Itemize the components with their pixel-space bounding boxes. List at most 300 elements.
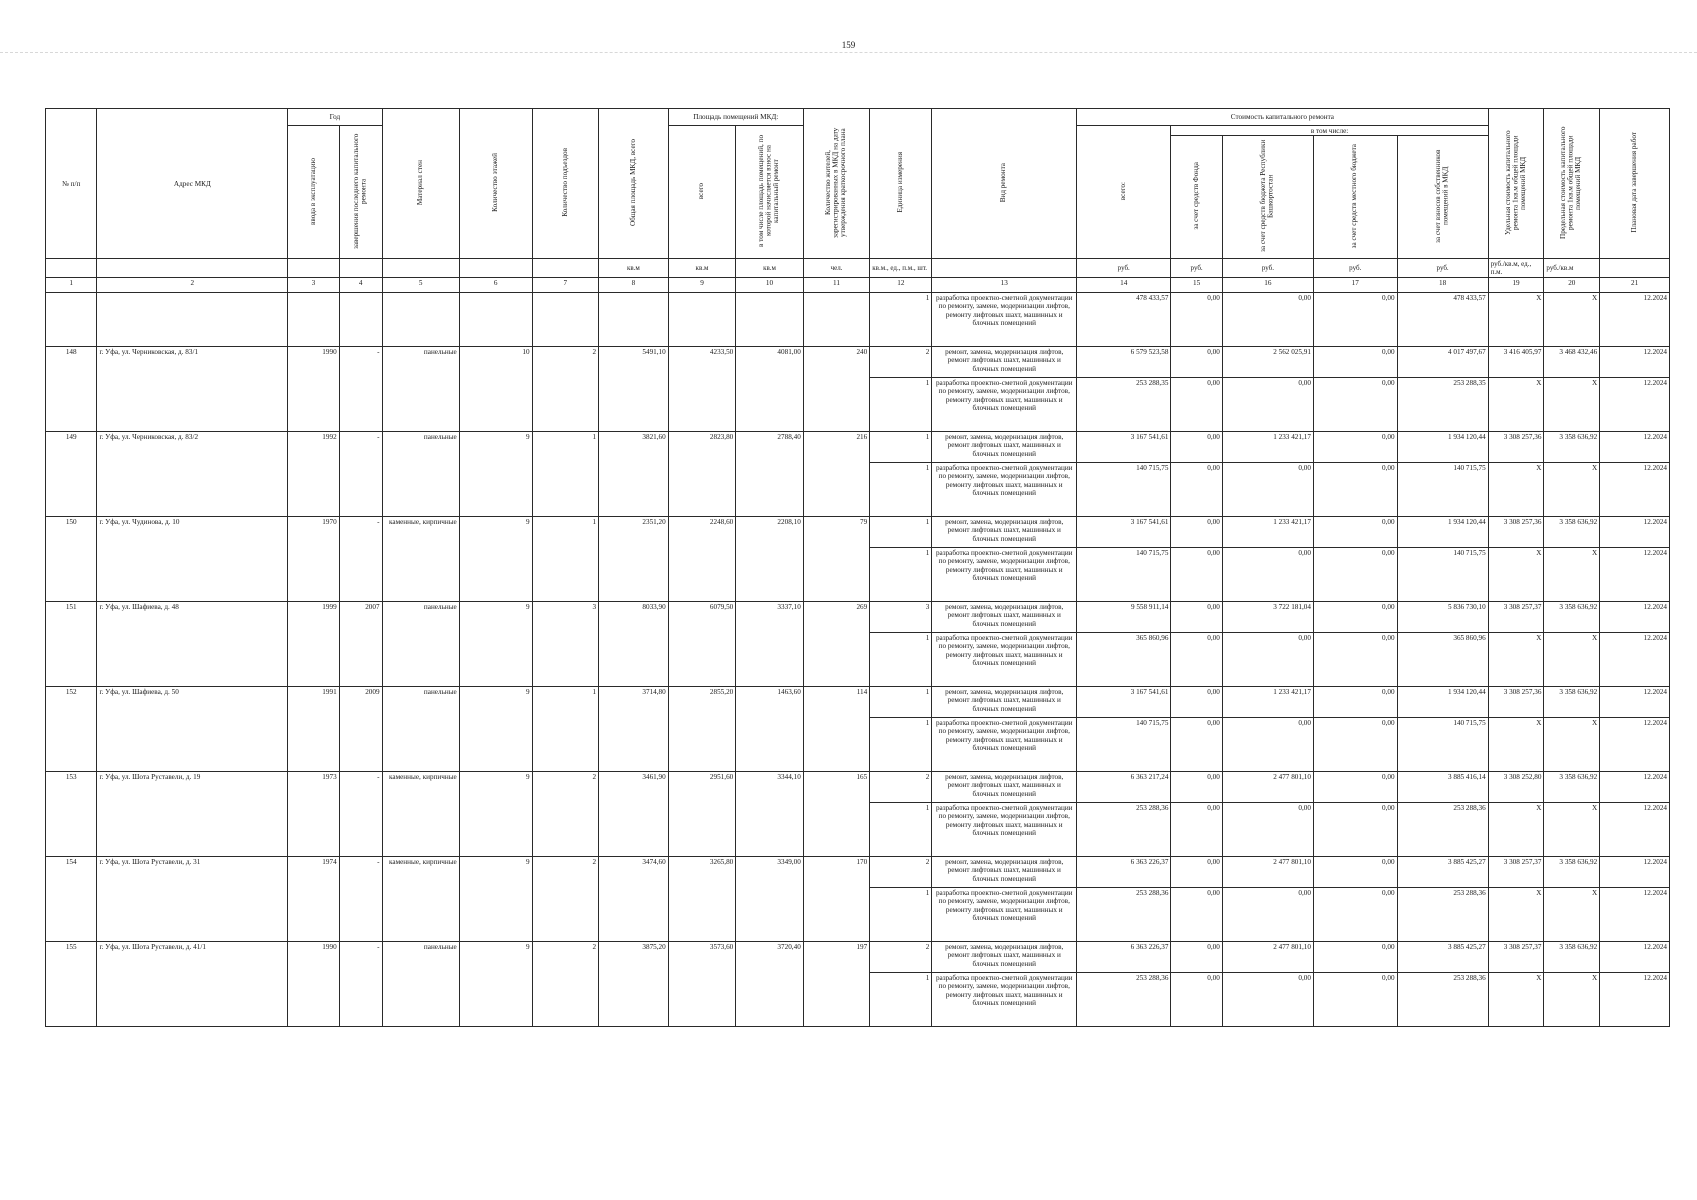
row-planned-date: 12.2024: [1600, 857, 1670, 888]
unit-area-premises: кв.м: [668, 259, 736, 278]
row-work-type: ремонт, замена, модернизация лифтов, ремонт лифтовых шахт, машинных и блочных помещений: [932, 857, 1077, 888]
row-planned-date: 12.2024: [1600, 803, 1670, 857]
row-limit-cost: X: [1544, 973, 1600, 1027]
row-cost-republic: 1 233 421,17: [1222, 687, 1313, 718]
row-cost-local: 0,00: [1313, 548, 1397, 602]
empty-cell: [803, 293, 869, 347]
unit-rub-owners: руб.: [1397, 259, 1488, 278]
header-total-area: Общая площадь МКД, всего: [599, 109, 669, 259]
row-unit-cost: 3 308 257,36: [1488, 687, 1544, 718]
row-cost-total: 9 558 911,14: [1077, 602, 1171, 633]
empty-cell: [668, 293, 736, 347]
row-unit-count: 1: [870, 888, 932, 942]
row-cost-fund: 0,00: [1171, 687, 1222, 718]
row-fund-area: 4081,00: [736, 347, 804, 432]
row-unit-cost: X: [1488, 803, 1544, 857]
row-cost-total: 3 167 541,61: [1077, 432, 1171, 463]
row-unit-count: 2: [870, 857, 932, 888]
row-planned-date: 12.2024: [1600, 517, 1670, 548]
row-year-commission: 1999: [288, 602, 339, 687]
row-address: г. Уфа, ул. Шота Руставели, д. 41/1: [97, 942, 288, 1027]
row-cost-local: 0,00: [1313, 973, 1397, 1027]
table-row: [46, 602, 1670, 633]
row-cost-fund: 0,00: [1171, 857, 1222, 888]
table-body: [46, 293, 1670, 1027]
row-unit-count: 1: [870, 293, 932, 347]
row-cost-local: 0,00: [1313, 432, 1397, 463]
column-number: 6: [459, 278, 532, 293]
row-work-type: разработка проектно-сметной документации по ремонту, замене, модернизации лифтов, ремонту лифтовых шахт, машинных и блочных помещений: [932, 293, 1077, 347]
row-planned-date: 12.2024: [1600, 633, 1670, 687]
row-cost-fund: 0,00: [1171, 718, 1222, 772]
row-work-type: разработка проектно-сметной документации по ремонту, замене, модернизации лифтов, ремонту лифтовых шахт, машинных и блочных помещений: [932, 463, 1077, 517]
row-premises-area: 3265,80: [668, 857, 736, 942]
column-number: 4: [339, 278, 382, 293]
row-limit-cost: 3 358 636,92: [1544, 772, 1600, 803]
repair-plan-table: [45, 108, 1670, 1027]
row-residents: 79: [803, 517, 869, 602]
row-work-type: разработка проектно-сметной документации по ремонту, замене, модернизации лифтов, ремонту лифтовых шахт, машинных и блочных помещений: [932, 548, 1077, 602]
column-number: 12: [870, 278, 932, 293]
empty-cell: [339, 293, 382, 347]
row-year-commission: 1970: [288, 517, 339, 602]
header-limit-cost: Предельная стоимость капитального ремонта 1кв.м общей площади помещений МКД: [1544, 109, 1600, 259]
row-cost-local: 0,00: [1313, 633, 1397, 687]
column-number: 17: [1313, 278, 1397, 293]
row-residents: 170: [803, 857, 869, 942]
units-row: [46, 259, 1670, 278]
row-cost-fund: 0,00: [1171, 973, 1222, 1027]
header-num: № п/п: [46, 109, 97, 259]
row-year-last-repair: -: [339, 942, 382, 1027]
row-unit-cost: X: [1488, 378, 1544, 432]
row-year-commission: 1990: [288, 347, 339, 432]
row-total-area: 3461,90: [599, 772, 669, 857]
unit-rub-republic: руб.: [1222, 259, 1313, 278]
row-cost-total: 253 288,36: [1077, 973, 1171, 1027]
row-fund-area: 2208,10: [736, 517, 804, 602]
row-cost-fund: 0,00: [1171, 633, 1222, 687]
unit-rub-total: руб.: [1077, 259, 1171, 278]
row-fund-area: 1463,60: [736, 687, 804, 772]
row-planned-date: 12.2024: [1600, 548, 1670, 602]
header-floors: Количество этажей: [459, 109, 532, 259]
row-premises-area: 2951,60: [668, 772, 736, 857]
row-year-last-repair: -: [339, 857, 382, 942]
row-cost-owners: 253 288,36: [1397, 803, 1488, 857]
row-address: г. Уфа, ул. Чудинова, д. 10: [97, 517, 288, 602]
scan-line: [0, 52, 1697, 53]
row-total-area: 8033,90: [599, 602, 669, 687]
column-number: 20: [1544, 278, 1600, 293]
row-work-type: ремонт, замена, модернизация лифтов, ремонт лифтовых шахт, машинных и блочных помещений: [932, 602, 1077, 633]
row-address: г. Уфа, ул. Черниковская, д. 83/2: [97, 432, 288, 517]
row-floors: 9: [459, 602, 532, 687]
unit-people: чел.: [803, 259, 869, 278]
row-entrances: 1: [532, 687, 598, 772]
unit-rub-local: руб.: [1313, 259, 1397, 278]
row-year-commission: 1974: [288, 857, 339, 942]
row-residents: 269: [803, 602, 869, 687]
row-planned-date: 12.2024: [1600, 772, 1670, 803]
column-number: 15: [1171, 278, 1222, 293]
row-cost-republic: 0,00: [1222, 803, 1313, 857]
row-unit-cost: 3 308 257,37: [1488, 857, 1544, 888]
row-unit-cost: 3 416 405,97: [1488, 347, 1544, 378]
row-cost-total: 6 363 226,37: [1077, 857, 1171, 888]
row-cost-fund: 0,00: [1171, 293, 1222, 347]
row-cost-republic: 1 233 421,17: [1222, 432, 1313, 463]
table-row: [46, 942, 1670, 973]
row-cost-republic: 0,00: [1222, 973, 1313, 1027]
row-planned-date: 12.2024: [1600, 942, 1670, 973]
header-cost-local: за счет средств местного бюджета: [1313, 136, 1397, 259]
row-wall-material: панельные: [382, 432, 459, 517]
row-limit-cost: 3 468 432,46: [1544, 347, 1600, 378]
unit-rub-fund: руб.: [1171, 259, 1222, 278]
row-limit-cost: 3 358 636,92: [1544, 687, 1600, 718]
row-number: 148: [46, 347, 97, 432]
row-year-last-repair: -: [339, 517, 382, 602]
column-number: 21: [1600, 278, 1670, 293]
row-planned-date: 12.2024: [1600, 293, 1670, 347]
row-cost-local: 0,00: [1313, 602, 1397, 633]
column-number: 19: [1488, 278, 1544, 293]
header-year-commission: ввода в эксплуатацию: [288, 126, 339, 259]
row-cost-republic: 2 477 801,10: [1222, 857, 1313, 888]
row-cost-fund: 0,00: [1171, 772, 1222, 803]
header-wall-material: Материал стен: [382, 109, 459, 259]
row-residents: 240: [803, 347, 869, 432]
row-cost-owners: 140 715,75: [1397, 463, 1488, 517]
row-year-commission: 1990: [288, 942, 339, 1027]
header-cost-total: всего:: [1077, 126, 1171, 259]
column-number: 3: [288, 278, 339, 293]
unit-rub-sqm: руб./кв.м: [1544, 259, 1600, 278]
row-cost-total: 253 288,35: [1077, 378, 1171, 432]
row-planned-date: 12.2024: [1600, 973, 1670, 1027]
row-unit-count: 1: [870, 687, 932, 718]
header-cost-including: в том числе:: [1171, 126, 1488, 136]
column-number: 11: [803, 278, 869, 293]
row-work-type: ремонт, замена, модернизация лифтов, ремонт лифтовых шахт, машинных и блочных помещений: [932, 772, 1077, 803]
column-number: 9: [668, 278, 736, 293]
row-number: 152: [46, 687, 97, 772]
row-number: 149: [46, 432, 97, 517]
row-total-area: 3474,60: [599, 857, 669, 942]
empty-cell: [46, 293, 97, 347]
row-fund-area: 3344,10: [736, 772, 804, 857]
row-cost-fund: 0,00: [1171, 803, 1222, 857]
row-entrances: 1: [532, 517, 598, 602]
row-planned-date: 12.2024: [1600, 718, 1670, 772]
column-number: 14: [1077, 278, 1171, 293]
row-year-last-repair: -: [339, 772, 382, 857]
row-premises-area: 2823,80: [668, 432, 736, 517]
row-cost-fund: 0,00: [1171, 378, 1222, 432]
row-cost-fund: 0,00: [1171, 347, 1222, 378]
header-year-last-repair: завершения последнего капитального ремонта: [339, 126, 382, 259]
row-premises-area: 2855,20: [668, 687, 736, 772]
row-entrances: 2: [532, 942, 598, 1027]
row-cost-republic: 1 233 421,17: [1222, 517, 1313, 548]
row-entrances: 3: [532, 602, 598, 687]
header-premises-area: Площадь помещений МКД:: [668, 109, 803, 126]
row-work-type: ремонт, замена, модернизация лифтов, ремонт лифтовых шахт, машинных и блочных помещений: [932, 942, 1077, 973]
row-cost-owners: 253 288,36: [1397, 888, 1488, 942]
row-address: г. Уфа, ул. Шафиева, д. 50: [97, 687, 288, 772]
row-residents: 165: [803, 772, 869, 857]
column-number: 7: [532, 278, 598, 293]
row-limit-cost: X: [1544, 548, 1600, 602]
row-entrances: 1: [532, 432, 598, 517]
table-row: [46, 857, 1670, 888]
row-cost-local: 0,00: [1313, 293, 1397, 347]
row-floors: 9: [459, 942, 532, 1027]
row-cost-total: 253 288,36: [1077, 803, 1171, 857]
empty-cell: [532, 293, 598, 347]
empty-cell: [736, 293, 804, 347]
row-unit-cost: 3 308 257,37: [1488, 942, 1544, 973]
row-cost-owners: 365 860,96: [1397, 633, 1488, 687]
row-premises-area: 2248,60: [668, 517, 736, 602]
header-residents: Количество жителей, зарегистрированных в МКД на дату утверждения краткосрочного плана: [803, 109, 869, 259]
row-unit-count: 1: [870, 378, 932, 432]
unit-measure: кв.м., ед., п.м., шт.: [870, 259, 932, 278]
row-limit-cost: 3 358 636,92: [1544, 517, 1600, 548]
row-number: 153: [46, 772, 97, 857]
column-number: 16: [1222, 278, 1313, 293]
row-unit-cost: 3 308 252,80: [1488, 772, 1544, 803]
row-cost-total: 6 363 226,37: [1077, 942, 1171, 973]
row-limit-cost: X: [1544, 888, 1600, 942]
row-wall-material: каменные, кирпичные: [382, 517, 459, 602]
row-work-type: ремонт, замена, модернизация лифтов, ремонт лифтовых шахт, машинных и блочных помещений: [932, 347, 1077, 378]
row-planned-date: 12.2024: [1600, 432, 1670, 463]
row-limit-cost: 3 358 636,92: [1544, 602, 1600, 633]
unit-rub-per: руб./кв.м, ед., п.м.: [1488, 259, 1544, 278]
row-cost-fund: 0,00: [1171, 942, 1222, 973]
row-cost-republic: 2 477 801,10: [1222, 772, 1313, 803]
row-address: г. Уфа, ул. Шота Руставели, д. 19: [97, 772, 288, 857]
row-entrances: 2: [532, 772, 598, 857]
row-unit-count: 1: [870, 432, 932, 463]
row-total-area: 2351,20: [599, 517, 669, 602]
row-cost-local: 0,00: [1313, 517, 1397, 548]
row-cost-owners: 478 433,57: [1397, 293, 1488, 347]
header-cost-fund: за счет средств Фонда: [1171, 136, 1222, 259]
header-entrances: Количество подъездов: [532, 109, 598, 259]
empty-cell: [382, 293, 459, 347]
empty-cell: [288, 293, 339, 347]
row-wall-material: панельные: [382, 347, 459, 432]
row-work-type: разработка проектно-сметной документации по ремонту, замене, модернизации лифтов, ремонту лифтовых шахт, машинных и блочных помещений: [932, 888, 1077, 942]
row-fund-area: 2788,40: [736, 432, 804, 517]
row-address: г. Уфа, ул. Шафиева, д. 48: [97, 602, 288, 687]
row-unit-count: 1: [870, 973, 932, 1027]
row-cost-owners: 3 885 416,14: [1397, 772, 1488, 803]
row-unit-cost: 3 308 257,36: [1488, 517, 1544, 548]
row-unit-count: 1: [870, 633, 932, 687]
unit-area-total: кв.м: [599, 259, 669, 278]
row-unit-cost: X: [1488, 293, 1544, 347]
row-residents: 216: [803, 432, 869, 517]
row-limit-cost: X: [1544, 463, 1600, 517]
row-limit-cost: X: [1544, 633, 1600, 687]
row-floors: 9: [459, 517, 532, 602]
row-number: 150: [46, 517, 97, 602]
column-number: 5: [382, 278, 459, 293]
row-limit-cost: 3 358 636,92: [1544, 857, 1600, 888]
row-planned-date: 12.2024: [1600, 687, 1670, 718]
row-unit-cost: X: [1488, 973, 1544, 1027]
row-cost-owners: 1 934 120,44: [1397, 517, 1488, 548]
row-premises-area: 6079,50: [668, 602, 736, 687]
row-cost-republic: 0,00: [1222, 463, 1313, 517]
row-unit-count: 2: [870, 347, 932, 378]
row-planned-date: 12.2024: [1600, 463, 1670, 517]
row-entrances: 2: [532, 857, 598, 942]
row-cost-total: 365 860,96: [1077, 633, 1171, 687]
header-unit-measure: Единица измерения: [870, 109, 932, 259]
row-cost-owners: 3 885 425,27: [1397, 857, 1488, 888]
row-unit-count: 2: [870, 942, 932, 973]
row-number: 154: [46, 857, 97, 942]
row-work-type: ремонт, замена, модернизация лифтов, ремонт лифтовых шахт, машинных и блочных помещений: [932, 517, 1077, 548]
row-year-last-repair: 2009: [339, 687, 382, 772]
row-wall-material: панельные: [382, 687, 459, 772]
row-entrances: 2: [532, 347, 598, 432]
header-cost-owners: за счет взносов собственников помещений в МКД: [1397, 136, 1488, 259]
row-planned-date: 12.2024: [1600, 378, 1670, 432]
header-premises-total: всего: [668, 126, 736, 259]
row-work-type: ремонт, замена, модернизация лифтов, ремонт лифтовых шахт, машинных и блочных помещений: [932, 687, 1077, 718]
column-number-row: [46, 278, 1670, 293]
row-cost-local: 0,00: [1313, 347, 1397, 378]
row-unit-cost: X: [1488, 548, 1544, 602]
row-year-last-repair: -: [339, 347, 382, 432]
row-unit-cost: 3 308 257,37: [1488, 602, 1544, 633]
row-cost-local: 0,00: [1313, 687, 1397, 718]
header-unit-cost: Удельная стоимость капитального ремонта 1кв.м общей площади помещений МКД: [1488, 109, 1544, 259]
row-cost-republic: 3 722 181,04: [1222, 602, 1313, 633]
row-unit-cost: X: [1488, 633, 1544, 687]
row-cost-total: 3 167 541,61: [1077, 687, 1171, 718]
row-work-type: ремонт, замена, модернизация лифтов, ремонт лифтовых шахт, машинных и блочных помещений: [932, 432, 1077, 463]
row-cost-local: 0,00: [1313, 378, 1397, 432]
row-year-commission: 1973: [288, 772, 339, 857]
column-number: 8: [599, 278, 669, 293]
row-cost-owners: 253 288,35: [1397, 378, 1488, 432]
table-subrow: [46, 293, 1670, 347]
row-number: 151: [46, 602, 97, 687]
unit-area-fund: кв.м: [736, 259, 804, 278]
row-year-last-repair: 2007: [339, 602, 382, 687]
row-cost-total: 140 715,75: [1077, 548, 1171, 602]
row-cost-local: 0,00: [1313, 857, 1397, 888]
row-floors: 9: [459, 772, 532, 857]
row-residents: 197: [803, 942, 869, 1027]
row-cost-fund: 0,00: [1171, 548, 1222, 602]
table-row: [46, 432, 1670, 463]
row-total-area: 3875,20: [599, 942, 669, 1027]
row-limit-cost: 3 358 636,92: [1544, 942, 1600, 973]
row-unit-count: 3: [870, 602, 932, 633]
row-fund-area: 3720,40: [736, 942, 804, 1027]
row-premises-area: 3573,60: [668, 942, 736, 1027]
empty-cell: [97, 293, 288, 347]
row-cost-fund: 0,00: [1171, 463, 1222, 517]
row-premises-area: 4233,50: [668, 347, 736, 432]
page-number: 159: [841, 40, 856, 50]
row-unit-cost: X: [1488, 888, 1544, 942]
row-cost-local: 0,00: [1313, 463, 1397, 517]
header-cost-republic: за счет средств бюджета Республики Башкортостан: [1222, 136, 1313, 259]
row-wall-material: панельные: [382, 602, 459, 687]
row-residents: 114: [803, 687, 869, 772]
row-year-commission: 1991: [288, 687, 339, 772]
row-unit-count: 1: [870, 803, 932, 857]
row-work-type: разработка проектно-сметной документации по ремонту, замене, модернизации лифтов, ремонту лифтовых шахт, машинных и блочных помещений: [932, 718, 1077, 772]
row-cost-local: 0,00: [1313, 772, 1397, 803]
empty-cell: [599, 293, 669, 347]
row-cost-republic: 0,00: [1222, 888, 1313, 942]
column-number: 18: [1397, 278, 1488, 293]
row-unit-count: 1: [870, 548, 932, 602]
row-planned-date: 12.2024: [1600, 347, 1670, 378]
row-number: 155: [46, 942, 97, 1027]
row-total-area: 3714,80: [599, 687, 669, 772]
row-fund-area: 3337,10: [736, 602, 804, 687]
row-cost-local: 0,00: [1313, 888, 1397, 942]
table-row: [46, 772, 1670, 803]
row-limit-cost: X: [1544, 378, 1600, 432]
row-cost-total: 140 715,75: [1077, 463, 1171, 517]
row-planned-date: 12.2024: [1600, 888, 1670, 942]
row-limit-cost: X: [1544, 293, 1600, 347]
header-planned-date: Плановая дата завершения работ: [1600, 109, 1670, 259]
header-premises-fund: в том числе площадь помещений, по которой начисляется взнос на капитальный ремонт: [736, 126, 804, 259]
row-wall-material: каменные, кирпичные: [382, 857, 459, 942]
row-floors: 10: [459, 347, 532, 432]
row-fund-area: 3349,00: [736, 857, 804, 942]
row-cost-republic: 0,00: [1222, 633, 1313, 687]
row-cost-total: 140 715,75: [1077, 718, 1171, 772]
row-work-type: разработка проектно-сметной документации по ремонту, замене, модернизации лифтов, ремонту лифтовых шахт, машинных и блочных помещений: [932, 378, 1077, 432]
row-cost-owners: 5 836 730,10: [1397, 602, 1488, 633]
row-wall-material: каменные, кирпичные: [382, 772, 459, 857]
row-year-commission: 1992: [288, 432, 339, 517]
row-cost-owners: 1 934 120,44: [1397, 432, 1488, 463]
row-year-last-repair: -: [339, 432, 382, 517]
row-cost-republic: 0,00: [1222, 293, 1313, 347]
row-wall-material: панельные: [382, 942, 459, 1027]
row-work-type: разработка проектно-сметной документации по ремонту, замене, модернизации лифтов, ремонту лифтовых шахт, машинных и блочных помещений: [932, 973, 1077, 1027]
row-cost-total: 6 579 523,58: [1077, 347, 1171, 378]
row-cost-republic: 2 477 801,10: [1222, 942, 1313, 973]
row-unit-count: 1: [870, 517, 932, 548]
table-row: [46, 347, 1670, 378]
row-cost-fund: 0,00: [1171, 432, 1222, 463]
table-row: [46, 687, 1670, 718]
row-work-type: разработка проектно-сметной документации по ремонту, замене, модернизации лифтов, ремонту лифтовых шахт, машинных и блочных помещений: [932, 803, 1077, 857]
row-cost-owners: 1 934 120,44: [1397, 687, 1488, 718]
row-cost-fund: 0,00: [1171, 888, 1222, 942]
row-address: г. Уфа, ул. Черниковская, д. 83/1: [97, 347, 288, 432]
header-work-type: Вид ремонта: [932, 109, 1077, 259]
row-cost-republic: 0,00: [1222, 718, 1313, 772]
row-cost-local: 0,00: [1313, 803, 1397, 857]
